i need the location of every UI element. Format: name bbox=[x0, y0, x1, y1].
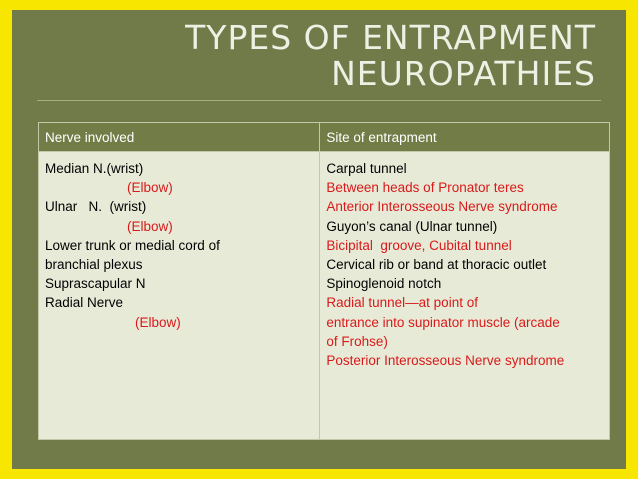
site-line: Anterior Interosseous Nerve syndrome bbox=[326, 199, 558, 215]
title-divider bbox=[37, 100, 601, 101]
nerve-line: (Elbow) bbox=[135, 314, 181, 330]
header-nerve-involved: Nerve involved bbox=[39, 123, 320, 152]
nerve-line: (Elbow) bbox=[127, 218, 173, 234]
site-line: Bicipital groove, Cubital tunnel bbox=[326, 237, 512, 253]
site-line: of Frohse) bbox=[326, 333, 388, 349]
table-row bbox=[39, 152, 610, 440]
table-header-row bbox=[39, 123, 610, 152]
site-line: Cervical rib or band at thoracic outlet bbox=[326, 257, 547, 273]
header-site-of-entrapment: Site of entrapment bbox=[320, 123, 610, 152]
nerve-line: Radial Nerve bbox=[45, 295, 124, 311]
site-line: Guyon’s canal (Ulnar tunnel) bbox=[326, 218, 498, 234]
site-line: Posterior Interosseous Nerve syndrome bbox=[326, 353, 565, 369]
site-line: entrance into supinator muscle (arcade bbox=[326, 314, 560, 330]
site-line: Spinoglenoid notch bbox=[326, 276, 442, 292]
nerve-line: Suprascapular N bbox=[45, 276, 146, 292]
nerve-line: Median N.(wrist) bbox=[45, 161, 144, 176]
nerve-line: branchial plexus bbox=[45, 257, 143, 273]
site-line: Between heads of Pronator teres bbox=[326, 180, 524, 196]
site-line: Carpal tunnel bbox=[326, 161, 407, 176]
entrapment-table bbox=[38, 122, 610, 440]
title-line-2: NEUROPATHIES bbox=[331, 54, 596, 93]
title-line-1: TYPES OF ENTRAPMENT bbox=[185, 18, 596, 57]
site-cell bbox=[320, 152, 610, 440]
slide bbox=[12, 10, 626, 469]
site-line: Radial tunnel—at point of bbox=[326, 295, 478, 311]
nerve-line: (Elbow) bbox=[127, 180, 173, 196]
slide-title bbox=[185, 20, 596, 92]
nerve-line: Lower trunk or medial cord of bbox=[45, 237, 220, 253]
nerve-cell bbox=[39, 152, 320, 440]
nerve-line: Ulnar N. (wrist) bbox=[45, 199, 147, 215]
